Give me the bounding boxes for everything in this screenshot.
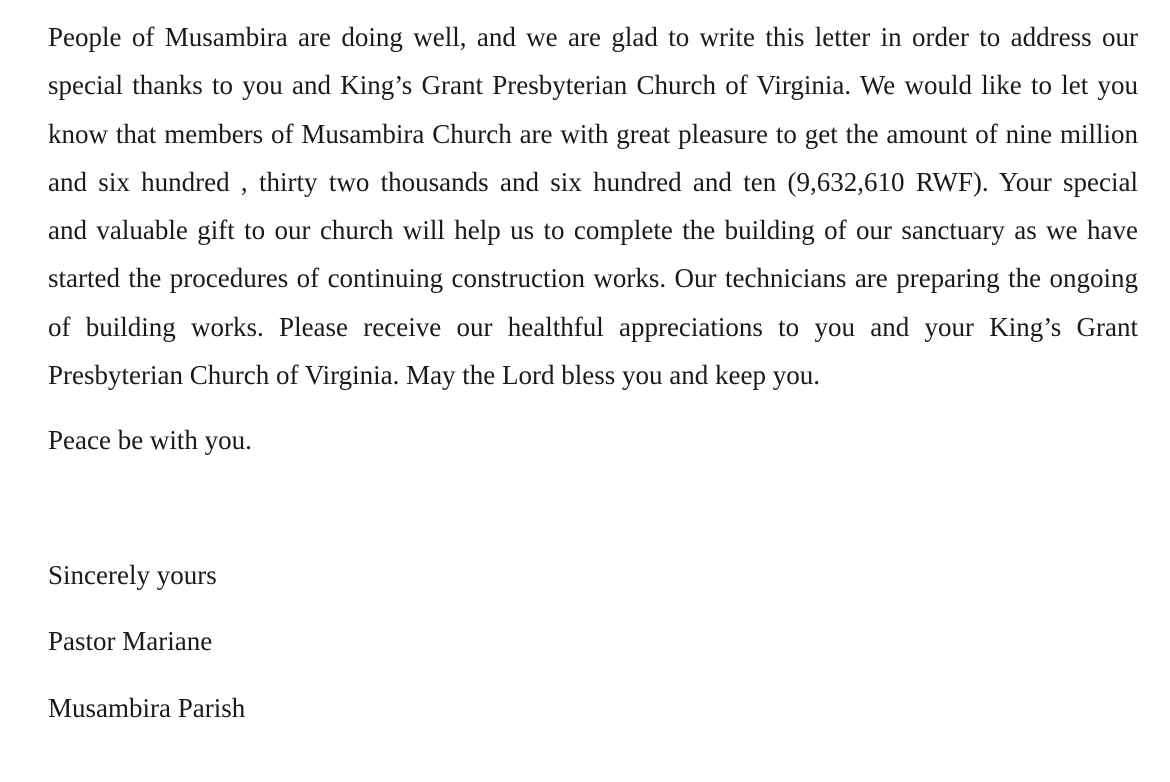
sign-off: Sincerely yours — [48, 560, 217, 590]
signer-name: Pastor Mariane — [48, 626, 213, 656]
body-line: know that members of Musambira Church are with great pleasure to get the amount of nine million — [48, 118, 1138, 149]
body-line: special thanks to you and King’s Grant Presbyterian Church of Virginia. We would like to let you — [48, 70, 1138, 101]
body-line: of building works. Please receive our healthful appreciations to you and your King’s Grant — [48, 311, 1138, 342]
signer-organization: Musambira Parish — [48, 693, 246, 723]
body-line: Presbyterian Church of Virginia. May the Lord bless you and keep you. — [48, 360, 820, 391]
closing-greeting: Peace be with you. — [48, 425, 252, 455]
body-line: People of Musambira are doing well, and we are glad to write this letter in order to address our — [48, 22, 1138, 52]
body-line: started the procedures of continuing construction works. Our technicians are preparing the ongoing — [48, 263, 1138, 294]
letter-body-paragraph — [48, 13, 1138, 399]
body-line: and six hundred , thirty two thousands and six hundred and ten (9,632,610 RWF). Your special — [48, 166, 1138, 197]
body-line: and valuable gift to our church will help us to complete the building of our sanctuary as we have — [48, 215, 1138, 246]
